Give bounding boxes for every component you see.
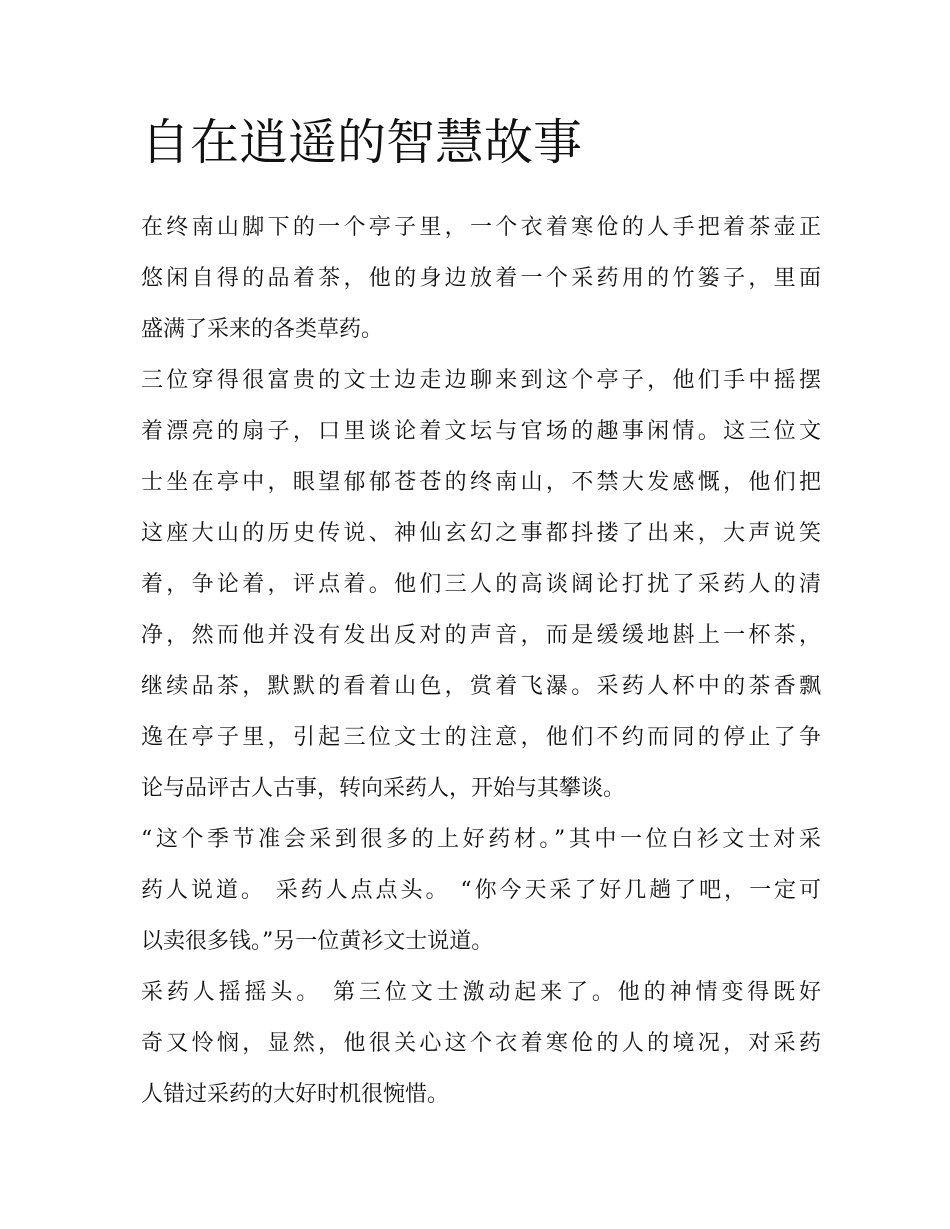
text-line: 论与品评古人古事，转向采药人，开始与其攀谈。 (141, 776, 626, 801)
text-line: 悠闲自得的品着茶，他的身边放着一个采药用的竹篓子，里面 (141, 266, 821, 291)
text-line: 继续品茶，默默的看着山色，赏着飞瀑。采药人杯中的茶香飘 (141, 674, 821, 699)
paragraph-2 (141, 355, 821, 814)
article-title: 自在逍遥的智慧故事 (141, 114, 583, 171)
text-line: 着漂亮的扇子，口里谈论着文坛与官场的趣事闲情。这三位文 (141, 419, 821, 444)
text-line: 奇又怜悯，显然，他很关心这个衣着寒伧的人的境况，对采药 (141, 1031, 821, 1056)
text-line: 逸在亭子里，引起三位文士的注意，他们不约而同的停止了争 (141, 725, 821, 750)
paragraph-1 (141, 202, 821, 355)
text-line: 药人说道。 采药人点点头。 “你今天采了好几趟了吧，一定可 (141, 878, 821, 903)
paragraph-3 (141, 814, 821, 967)
text-line: 在终南山脚下的一个亭子里，一个衣着寒伧的人手把着茶壶正 (141, 215, 821, 240)
text-line: 这座大山的历史传说、神仙玄幻之事都抖搂了出来，大声说笑 (141, 521, 821, 546)
text-line: 着，争论着，评点着。他们三人的高谈阔论打扰了采药人的清 (141, 572, 821, 597)
text-line: 净，然而他并没有发出反对的声音，而是缓缓地斟上一杯茶， (141, 623, 821, 648)
text-line: 以卖很多钱。”另一位黄衫文士说道。 (141, 929, 494, 954)
paragraph-4 (141, 967, 821, 1120)
text-line: 盛满了采来的各类草药。 (141, 317, 384, 342)
text-line: 人错过采药的大好时机很惋惜。 (141, 1082, 450, 1107)
text-line: “这个季节准会采到很多的上好药材。”其中一位白衫文士对采 (141, 827, 821, 852)
text-line: 三位穿得很富贵的文士边走边聊来到这个亭子，他们手中摇摆 (141, 368, 821, 393)
text-line: 士坐在亭中，眼望郁郁苍苍的终南山，不禁大发感慨，他们把 (141, 470, 821, 495)
text-line: 采药人摇摇头。 第三位文士激动起来了。他的神情变得既好 (141, 980, 821, 1005)
article-body (141, 110, 821, 1120)
